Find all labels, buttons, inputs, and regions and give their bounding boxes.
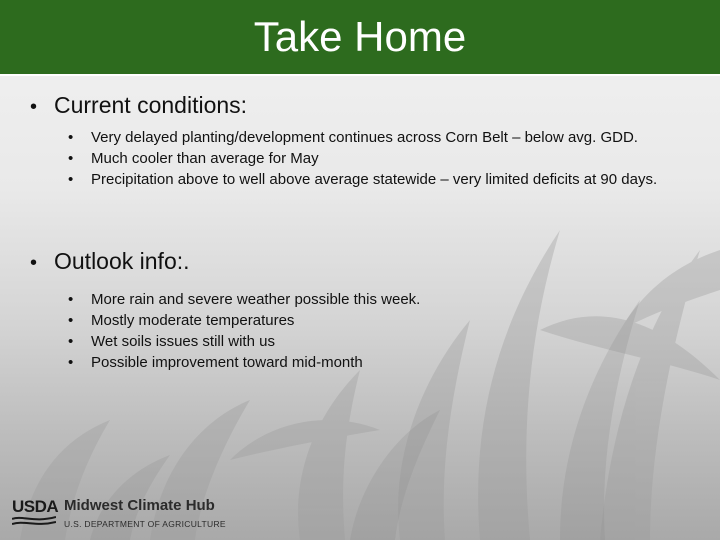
hub-name: Midwest Climate Hub <box>64 497 215 514</box>
bullet-icon: • <box>68 291 74 308</box>
list-item-text: Possible improvement toward mid-month <box>91 354 363 371</box>
list-item-text: Very delayed planting/development continues across Corn Belt – below avg. GDD. <box>91 129 638 146</box>
list-item <box>68 310 700 331</box>
usda-midwest-climate-hub-logo <box>12 497 226 533</box>
usda-logo <box>12 497 59 529</box>
list-item-text: Wet soils issues still with us <box>91 333 275 350</box>
list-item <box>68 289 700 310</box>
list-item <box>68 148 700 169</box>
hub-text <box>64 497 226 530</box>
bullet-icon: • <box>30 252 38 274</box>
list-item <box>68 331 700 352</box>
bullet-icon: • <box>68 312 74 329</box>
section-heading <box>30 248 700 275</box>
list-item <box>68 352 700 373</box>
list-item-text: Precipitation above to well above average statewide – very limited deficits at 90 days. <box>91 171 658 188</box>
bullet-icon: • <box>68 333 74 350</box>
bullet-list <box>30 289 700 373</box>
section-current-conditions <box>30 92 700 190</box>
bullet-icon: • <box>68 354 74 371</box>
slide-title: Take Home <box>253 13 467 60</box>
bullet-icon: • <box>68 171 74 188</box>
list-item-text: More rain and severe weather possible this week. <box>91 291 421 308</box>
bullet-icon: • <box>68 150 74 167</box>
list-item-text: Much cooler than average for May <box>91 150 319 167</box>
section-outlook-info <box>30 248 700 373</box>
list-item <box>68 169 700 190</box>
list-item <box>68 127 700 148</box>
title-bar <box>0 0 720 76</box>
heading-text: Current conditions: <box>54 92 248 118</box>
list-item-text: Mostly moderate temperatures <box>91 312 295 329</box>
bullet-icon: • <box>30 96 38 118</box>
bullet-icon: • <box>68 129 74 146</box>
usda-hills-icon <box>12 515 56 529</box>
usda-logo-text: USDA <box>12 497 59 516</box>
section-heading <box>30 92 700 119</box>
bullet-list <box>30 127 700 190</box>
heading-text: Outlook info:. <box>54 248 190 274</box>
department-name: U.S. DEPARTMENT OF AGRICULTURE <box>64 519 226 529</box>
